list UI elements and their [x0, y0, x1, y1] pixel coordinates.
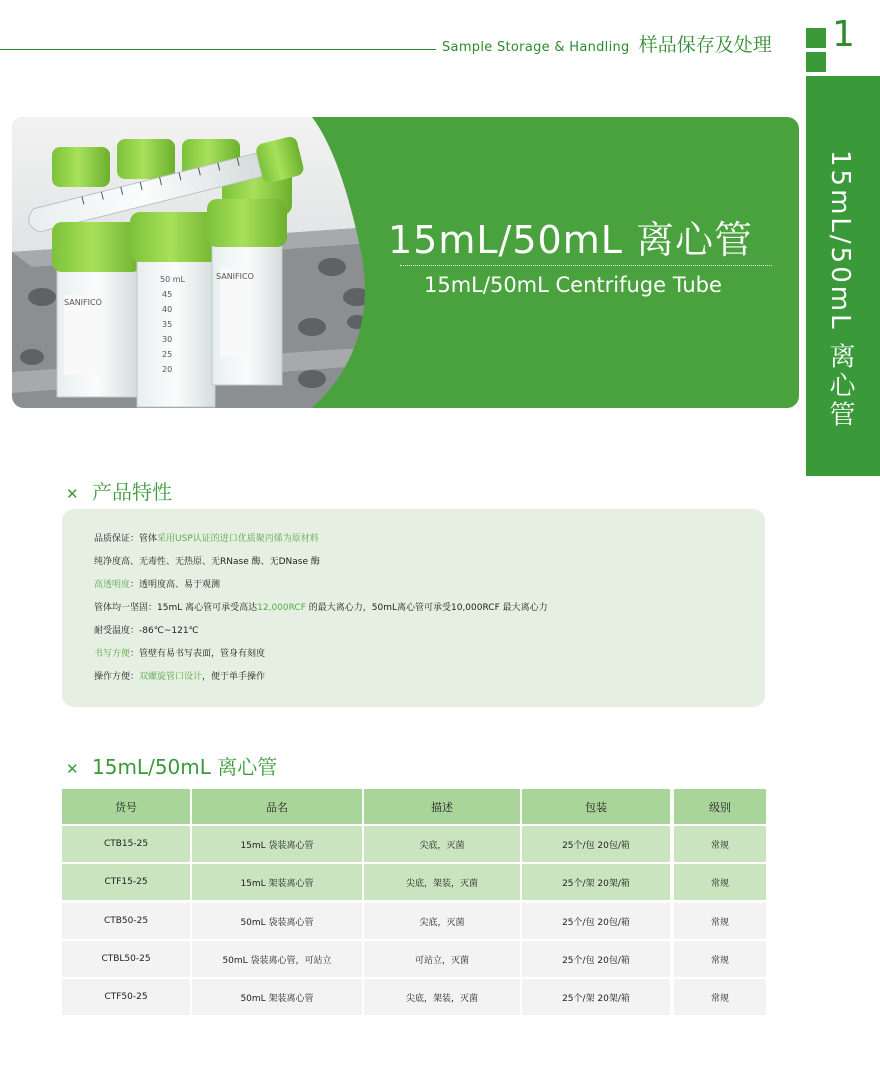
banner-subtitle: 15mL/50mL Centrifuge Tube: [424, 273, 722, 297]
feature-item: [94, 623, 199, 636]
feature-label: 书写方便: [94, 649, 131, 659]
product-table-heading: [66, 751, 277, 780]
feature-highlight: 采用USP认证的进口优质聚丙烯为原材料: [157, 534, 319, 544]
table-cell-grade: 常规: [674, 941, 766, 977]
cross-mark-icon: ✕: [66, 485, 79, 503]
feature-text: 的最大离心力，50mL离心管可承受10,000RCF 最大离心力: [305, 603, 548, 613]
features-heading-text: 产品特性: [92, 480, 172, 504]
table-header-description: 描述: [364, 789, 520, 824]
banner-title: 15mL/50mL 离心管: [388, 218, 753, 262]
side-tab-text: 15mL/50mL 离心管: [825, 150, 855, 430]
table-cell-product-code: CTF50-25: [62, 979, 190, 1015]
table-cell-grade: 常规: [674, 979, 766, 1015]
header-title-en: Sample Storage & Handling: [442, 40, 630, 55]
table-cell-product-code: CTF15-25: [62, 864, 190, 900]
feature-label: 耐受温度：: [94, 626, 140, 636]
table-cell-packaging: 25个/架 20架/箱: [522, 979, 670, 1015]
table-header-packaging: 包装: [522, 789, 670, 824]
header-title: [442, 30, 772, 57]
banner-divider: [400, 265, 772, 266]
table-cell-product-name: 50mL 袋装离心管: [192, 903, 362, 939]
feature-item: [94, 646, 265, 659]
feature-item: [94, 531, 319, 544]
tube-scale-label: 45: [162, 290, 173, 299]
feature-label: 管体均一坚固：: [94, 603, 158, 613]
table-cell-description: 尖底，灭菌: [364, 826, 520, 862]
product-table-heading-text: 15mL/50mL 离心管: [92, 755, 278, 779]
table-cell-packaging: 25个/包 20包/箱: [522, 903, 670, 939]
feature-text: 15mL 离心管可承受高达: [157, 603, 258, 613]
feature-item: [94, 577, 220, 590]
table-header-product-code: 货号: [62, 789, 190, 824]
table-cell-product-name: 15mL 袋装离心管: [192, 826, 362, 862]
features-heading: [66, 476, 172, 505]
tube-brand-label: SANIFICO: [216, 272, 254, 281]
feature-text: 管体: [139, 534, 158, 544]
table-cell-description: 尖底，架装，灭菌: [364, 864, 520, 900]
tube-scale-label: 35: [162, 320, 173, 329]
feature-text: 纯净度高、无毒性、无热原、无RNase 酶、无DNase 酶: [94, 557, 320, 567]
table-cell-product-code: CTB15-25: [62, 826, 190, 862]
feature-highlight: 12,000RCF: [257, 603, 306, 613]
table-cell-grade: 常规: [674, 826, 766, 862]
feature-label: 品质保证：: [94, 534, 140, 544]
header-square-decoration: [806, 28, 826, 48]
table-header-product-name: 品名: [192, 789, 362, 824]
header-title-cn: 样品保存及处理: [638, 34, 772, 56]
table-cell-grade: 常规: [674, 903, 766, 939]
table-cell-description: 尖底，灭菌: [364, 903, 520, 939]
page-number: 1: [832, 14, 855, 55]
table-cell-packaging: 25个/包 20包/箱: [522, 941, 670, 977]
table-cell-description: 可站立，灭菌: [364, 941, 520, 977]
feature-text: ：透明度高、易于观测: [130, 580, 221, 590]
tube-scale-label: 25: [162, 350, 173, 359]
feature-text: -86℃~121℃: [139, 626, 199, 636]
feature-text: ：管壁有易书写表面，管身有刻度: [130, 649, 266, 659]
hero-banner: [12, 117, 799, 408]
table-header-grade: 级别: [674, 789, 766, 824]
table-cell-product-name: 15mL 架装离心管: [192, 864, 362, 900]
table-cell-packaging: 25个/包 20包/箱: [522, 826, 670, 862]
feature-item: [94, 554, 320, 567]
tube-scale-label: 20: [162, 365, 173, 374]
header-rule: [0, 49, 436, 50]
centrifuge-tube-photo: [12, 117, 392, 408]
table-cell-packaging: 25个/架 20架/箱: [522, 864, 670, 900]
table-cell-description: 尖底，架装，灭菌: [364, 979, 520, 1015]
table-cell-grade: 常规: [674, 864, 766, 900]
table-cell-product-name: 50mL 架装离心管: [192, 979, 362, 1015]
feature-label: 高透明度: [94, 580, 131, 590]
table-cell-product-code: CTBL50-25: [62, 941, 190, 977]
tube-scale-label: 30: [162, 335, 173, 344]
table-cell-product-code: CTB50-25: [62, 903, 190, 939]
feature-item: [94, 600, 548, 613]
feature-highlight: 双螺旋管口设计: [139, 672, 203, 682]
feature-text: ，便于单手操作: [202, 672, 266, 682]
tube-brand-label: SANIFICO: [64, 298, 102, 307]
tube-scale-label: 50 mL: [160, 275, 185, 284]
feature-item: [94, 669, 265, 682]
feature-label: 操作方便：: [94, 672, 140, 682]
table-cell-product-name: 50mL 袋装离心管，可站立: [192, 941, 362, 977]
cross-mark-icon: ✕: [66, 760, 79, 778]
header-square-decoration: [806, 52, 826, 72]
tube-scale-label: 40: [162, 305, 173, 314]
